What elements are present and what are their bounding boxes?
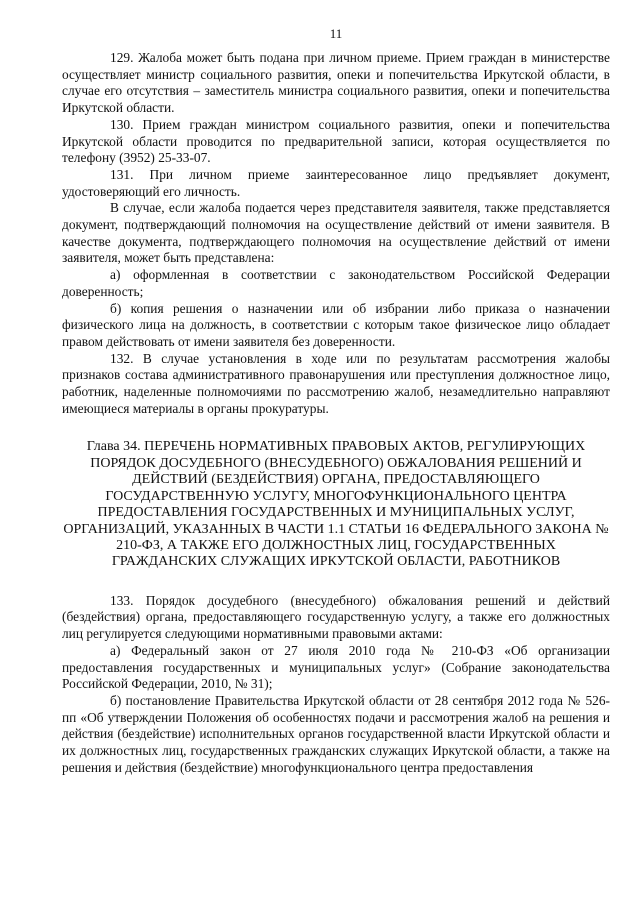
paragraph-item-a: а) оформленная в соответствии с законодательством Российской Федерации доверенность; <box>62 267 610 299</box>
paragraph-item-b: б) копия решения о назначении или об избрании либо приказа о назначении физического лица на должность, в соответствии с которым такое физическое лицо обладает правом действовать от имени заявителя без доверенности. <box>62 300 610 349</box>
paragraph-131: 131. При личном приеме заинтересованное лицо предъявляет документ, удостоверяющий его личность. <box>62 166 610 199</box>
paragraph-representative: В случае, если жалоба подается через представителя заявителя, также представляется документ, подтверждающий полномочия на осуществление действий от имени заявителя. В качестве документа, подтверждающего полномочия на осуществление действий от имени заявителя, может быть представлена: <box>62 200 610 266</box>
paragraph-133: 133. Порядок досудебного (внесудебного) обжалования решений и действий (бездействия) органа, предоставляющего государственную услугу, а также его должностных лиц регулируется следующими нормативными правовыми актами: <box>62 592 610 642</box>
paragraph-act-a: а) Федеральный закон от 27 июля 2010 года № 210-ФЗ «Об организации предоставления государственных и муниципальных услуг» (Собрание законодательства Российской Федерации, 2010, № 31); <box>62 642 610 692</box>
section-top <box>62 50 610 417</box>
section-bottom <box>62 593 610 777</box>
page-number: 11 <box>329 26 343 41</box>
paragraph-132: 132. В случае установления в ходе или по результатам рассмотрения жалобы признаков состава административного правонарушения или преступления должностное лицо, работник, наделенные полномочиями по рассмотрению жалоб, незамедлительно направляют имеющиеся материалы в органы прокуратуры. <box>62 350 610 416</box>
chapter-heading: Глава 34. ПЕРЕЧЕНЬ НОРМАТИВНЫХ ПРАВОВЫХ АКТОВ, РЕГУЛИРУЮЩИХ ПОРЯДОК ДОСУДЕБНОГО (ВНЕСУДЕБНОГО) ОБЖАЛОВАНИЯ РЕШЕНИЙ И ДЕЙСТВИЙ (БЕЗДЕЙСТВИЯ) ОРГАНА, ПРЕДОСТАВЛЯЮЩЕГО ГОСУДАРСТВЕННУЮ УСЛУГУ, МНОГОФУНКЦИОНАЛЬНОГО ЦЕНТРА ПРЕДОСТАВЛЕНИЯ ГОСУДАРСТВЕННЫХ И МУНИЦИПАЛЬНЫХ УСЛУГ, ОРГАНИЗАЦИЙ, УКАЗАННЫХ В ЧАСТИ 1.1 СТАТЬИ 16 ФЕДЕРАЛЬНОГО ЗАКОНА № 210-ФЗ, А ТАКЖЕ ЕГО ДОЛЖНОСТНЫХ ЛИЦ, ГОСУДАРСТВЕННЫХ ГРАЖДАНСКИХ СЛУЖАЩИХ ИРКУТСКОЙ ОБЛАСТИ, РАБОТНИКОВ <box>63 439 609 570</box>
paragraph-129: 129. Жалоба может быть подана при личном приеме. Прием граждан в министерстве осуществляет министр социального развития, опеки и попечительства Иркутской области, в случае его отсутствия – заместитель министра социального развития, опеки и попечительства Иркутской области. <box>62 50 610 116</box>
document-page <box>62 26 610 776</box>
paragraph-130: 130. Прием граждан министром социального развития, опеки и попечительства Иркутской области проводится по предварительной записи, которая осуществляется по телефону (3952) 25-33-07. <box>62 116 610 166</box>
paragraph-act-b: б) постановление Правительства Иркутской области от 28 сентября 2012 года № 526-пп «Об утверждении Положения об особенностях подачи и рассмотрения жалоб на решения и действия (бездействие) исполнительных органов государственной власти Иркутской области и их должностных лиц, государственных гражданских служащих Иркутской области, а также на решения и действия (бездействие) многофункционального центра предоставления <box>62 692 610 775</box>
